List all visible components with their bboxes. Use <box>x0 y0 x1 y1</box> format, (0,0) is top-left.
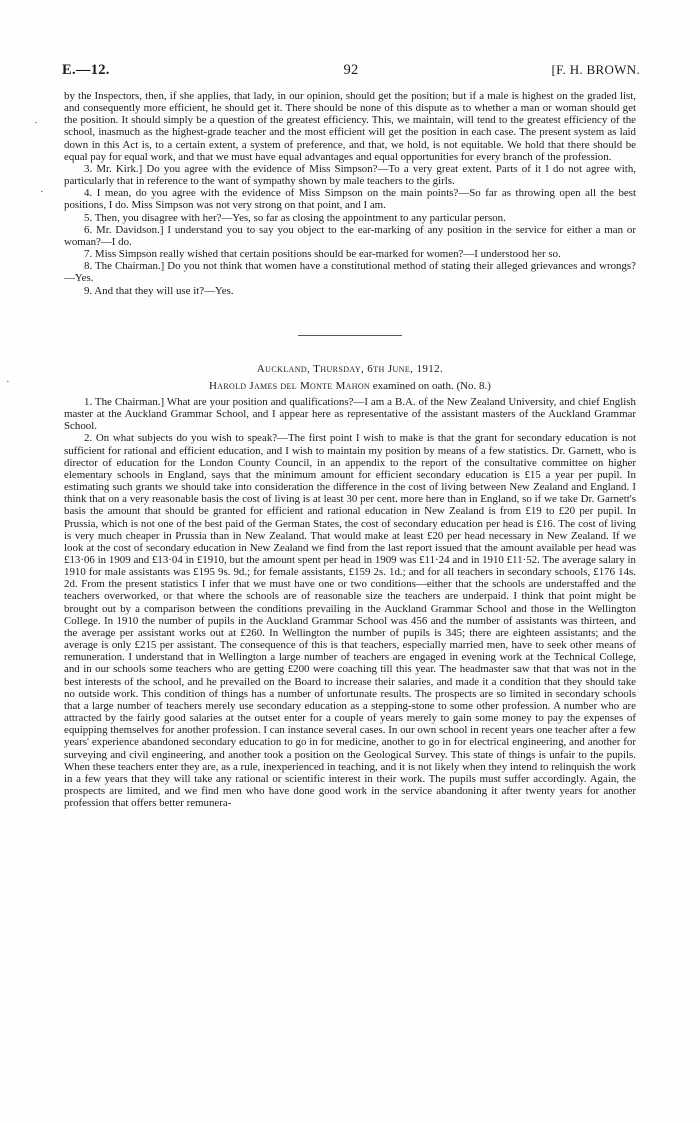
evidence-section-mahon <box>64 396 636 809</box>
document-body <box>64 90 636 809</box>
dateline: Auckland, Thursday, 6th June, 1912. <box>256 362 444 375</box>
witness-heading-rest: examined on oath. (No. 8.) <box>370 379 491 392</box>
section-divider <box>298 335 402 336</box>
witness-heading <box>64 380 636 392</box>
margin-mark: · <box>40 186 44 198</box>
page-header <box>62 62 640 82</box>
page-number: 92 <box>343 62 359 78</box>
question-paragraph: 9. And that they will use it?—Yes. <box>84 284 234 297</box>
question-paragraph: 4. I mean, do you agree with the evidence of Miss Simpson on the main points?—So far as throwing open all the best positions, I do. Miss Simpson was not very strong on that point, and I am. <box>64 187 636 212</box>
margin-mark: · <box>6 376 10 388</box>
margin-mark: ˏ <box>34 112 38 124</box>
question-paragraph: 2. On what subjects do you wish to speak?—The first point I wish to make is that the grant for secondary education is not sufficient for rational and efficient education, and I wish to maintain my position by means of a few statistics. Dr. Garnett, who is director of education for the London County Council, in an appendix to the report of the consultative committee on higher elementary schools in England, says that the minimum amount for efficient secondary education is £15 a year per pupil. In estimating such grants we should take into consideration the difference in the cost of living between New Zealand and England. I think that on a very reasonable basis the cost of living is at least 30 per cent. more here than in England, so if we take Dr. Garnett's basis the amount that should be granted for efficient and rational education in New Zealand is from £19 to £20 per pupil. In Prussia, which is not one of the best paid of the German States, the cost of secondary education per head is £16. The cost of living is very much cheaper in Prussia than in New Zealand. That would make at least £20 per head necessary in New Zealand. If we look at the cost of secondary education in New Zealand we find from the last report issued that the amount available per head was £13·06 in 1909 and £13·04 in £1910, but the amount spent per head in 1909 was £11·24 and in 1910 £11·52. The average salary in 1910 for male assistants was £195 9s. 9d.; for female assistants, £159 2s. 1d.; and for all teachers in secondary schools, £176 14s. 2d. From the present statistics I infer that we must have one or two conditions—either that the schools are understaffed and the teachers overworked, or that where the schools are of reasonable size the teachers are underpaid. I think that point might be brought out by a comparison between the conditions prevailing in the Auckland Grammar School and those in the Wellington College. In 1910 the number of pupils in the Auckland Grammar School was 456 and the number of assistants was thirteen, and the average per assistant works out at £260. In Wellington the number of pupils is 345; there are eighteen assistants; and the average is only £215 per assistant. The consequence of this is that teachers, especially married men, have to seek other means of remuneration. I understand that in Wellington a large number of teachers are engaged in evening work at the Technical College, and in our schools some teachers who are getting £200 were coaching till this year. The headmaster saw that that was not in the best interests of the school, and he prevailed on the Board to increase their salaries, and made it a condition that they should take no outside work. This condition of things has a number of unfortunate results. The prospects are so limited in secondary schools that a large number of teachers merely use secondary education as a stepping-stone to some other profession. A number who are attracted by the fairly good salaries at the outset enter for a couple of years merely to gain some money to pay the expenses of equipping themselves for another profession. I can instance several cases. In our own school in recent years one teacher after a few years' experience abandoned secondary education to go in for medicine, another to go in for electrical engineering, and another for surveying and civil engineering, and another took a position on the Geological Survey. This state of things is unfair to the pupils. When these teachers enter they are, as a rule, inexperienced in teaching, and it is not likely when they intend to relinquish the work in a few years that they will take any rational or scientific interest in their work. The pupils must suffer accordingly. Again, the prospects are limited, and we find men who have done good work in the service abandoning it after twenty years for another profession that offers better remunera- <box>64 432 636 810</box>
question-paragraph: 6. Mr. Davidson.] I understand you to say you object to the ear-marking of any position in the service for either a man or woman?—I do. <box>64 223 636 248</box>
question-paragraph: 8. The Chairman.] Do you not think that women have a constitutional method of stating their alleged grievances and wrongs?—Yes. <box>64 260 636 285</box>
evidence-section-brown <box>64 90 636 297</box>
witness-name: Harold James del Monte Mahon <box>209 379 370 392</box>
question-paragraph: 1. The Chairman.] What are your position and qualifications?—I am a B.A. of the New Zealand University, and chief English master at the Auckland Grammar School, and I appear here as representative of the assistant masters of the Auckland Grammar School. <box>64 395 636 433</box>
question-paragraph: 5. Then, you disagree with her?—Yes, so far as closing the appointment to any particular person. <box>84 211 506 224</box>
witness-running-head: [F. H. BROWN. <box>551 62 640 77</box>
question-paragraph: 3. Mr. Kirk.] Do you agree with the evidence of Miss Simpson?—To a very great extent. Parts of it I do not agree with, particularly that in reference to the want of sympathy shown by male teachers to the girls. <box>64 162 636 188</box>
paragraph: by the Inspectors, then, if she applies, that lady, in our opinion, should get the position; but if a male is highest on the graded list, and consequently more efficient, he should get it. There should be none of this dispute as to whether a man or woman should get the position. It should simply be a question of the greatest efficiency. This, we maintain, will tend to the greatest efficiency of the school, inasmuch as the highest-grade teacher and the most efficient will get the position in each case. The present system as laid down in this Act is, to a certain extent, a system of preference, and that, we hold, is not equitable. We hold that there should be equal pay for equal work, and that we must have equal advantages and equal opportunities for every branch of the profession. <box>64 90 636 163</box>
paper-reference: E.—12. <box>62 62 110 78</box>
question-paragraph: 7. Miss Simpson really wished that certain positions should be ear-marked for women?—I understood her so. <box>84 248 561 261</box>
